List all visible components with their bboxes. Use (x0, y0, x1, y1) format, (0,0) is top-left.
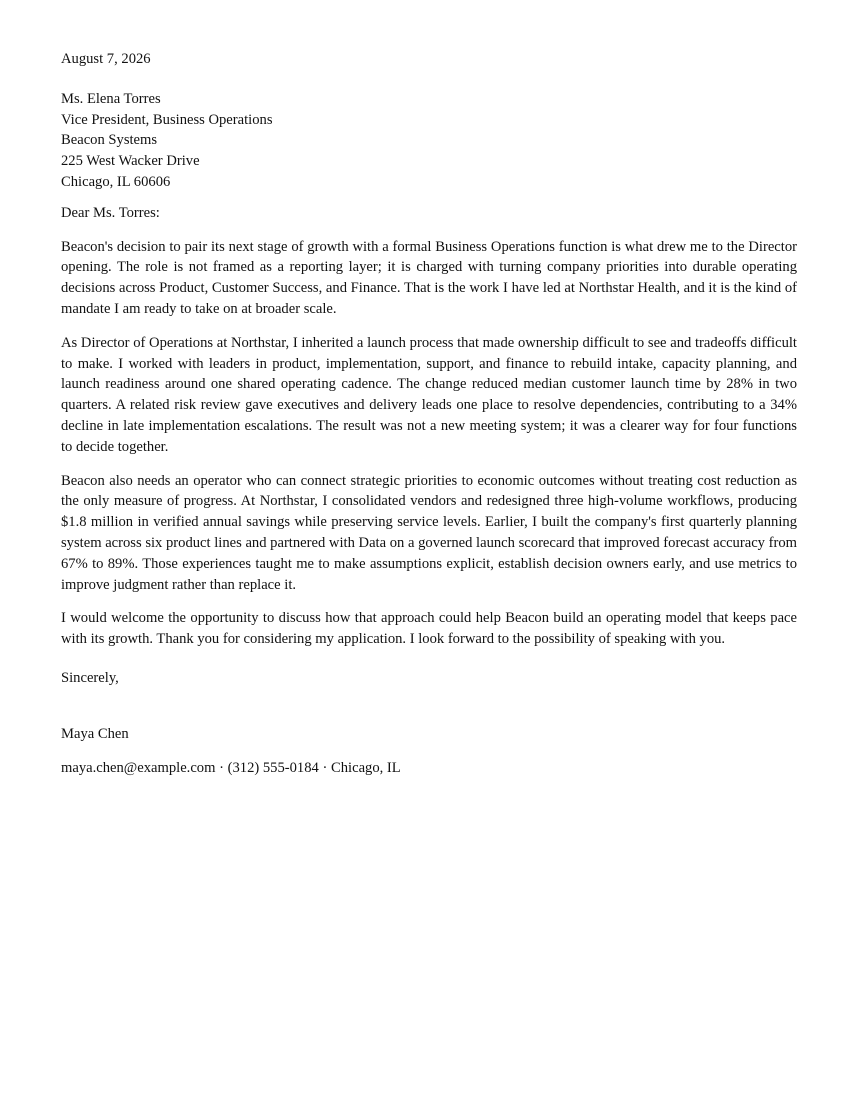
contact-email: maya.chen@example.com (61, 759, 216, 776)
letter-date: August 7, 2026 (61, 51, 151, 67)
salutation: Dear Ms. Torres: (61, 204, 160, 221)
contact-separator: · (215, 759, 228, 776)
recipient-name: Ms. Elena Torres (61, 90, 161, 107)
contact-phone: (312) 555-0184 (227, 759, 319, 776)
letter-page (61, 49, 797, 778)
body-paragraph-3: Beacon also needs an operator who can connect strategic priorities to economic outcomes without treating cost reduction as the only measure of progress. At Northstar, I consolidated vendors and redesigned three high-volume workflows, producing $1.8 million in verified annual savings while preserving service levels. Earlier, I built the company's first quarterly planning system across six product lines and partnered with Data on a governed launch scorecard that improved forecast accuracy from 67% to 89%. Those experiences taught me to make assumptions explicit, establish decision owners early, and use metrics to improve judgment rather than replace it. (61, 472, 797, 593)
recipient-company: Beacon Systems (61, 132, 158, 149)
signature-name: Maya Chen (61, 725, 129, 742)
recipient-title: Vice President, Business Operations (61, 111, 273, 128)
contact-line (61, 758, 797, 779)
body-paragraph-4: I would welcome the opportunity to discuss how that approach could help Beacon build an operating model that keeps pace with its growth. Thank you for considering my application. I look forward to the possibility of speaking with you. (61, 610, 797, 648)
body-paragraph-1: Beacon's decision to pair its next stage of growth with a formal Business Operations function is what drew me to the Director opening. The role is not framed as a reporting layer; it is charged with turning company priorities into durable operating decisions across Product, Customer Success, and Finance. That is the work I have led at Northstar Health, and it is the kind of mandate I am ready to take on at broader scale. (61, 238, 797, 317)
contact-separator: · (318, 759, 331, 776)
recipient-address-block (61, 89, 797, 193)
recipient-city: Chicago, IL 60606 (61, 173, 171, 190)
body-paragraph-2: As Director of Operations at Northstar, I inherited a launch process that made ownership difficult to see and tradeoffs difficult to make. I worked with leaders in product, implementation, support, and finance to rebuild intake, capacity planning, and launch readiness around one shared operating cadence. The change reduced median customer launch time by 28% in two quarters. A related risk review gave executives and delivery leads one place to resolve dependencies, contributing to a 34% decline in late implementation escalations. The result was not a new meeting system; it was a clearer way for four functions to decide together. (61, 334, 797, 455)
recipient-street: 225 West Wacker Drive (61, 153, 200, 170)
contact-location: Chicago, IL (331, 759, 401, 776)
closing: Sincerely, (61, 669, 119, 686)
